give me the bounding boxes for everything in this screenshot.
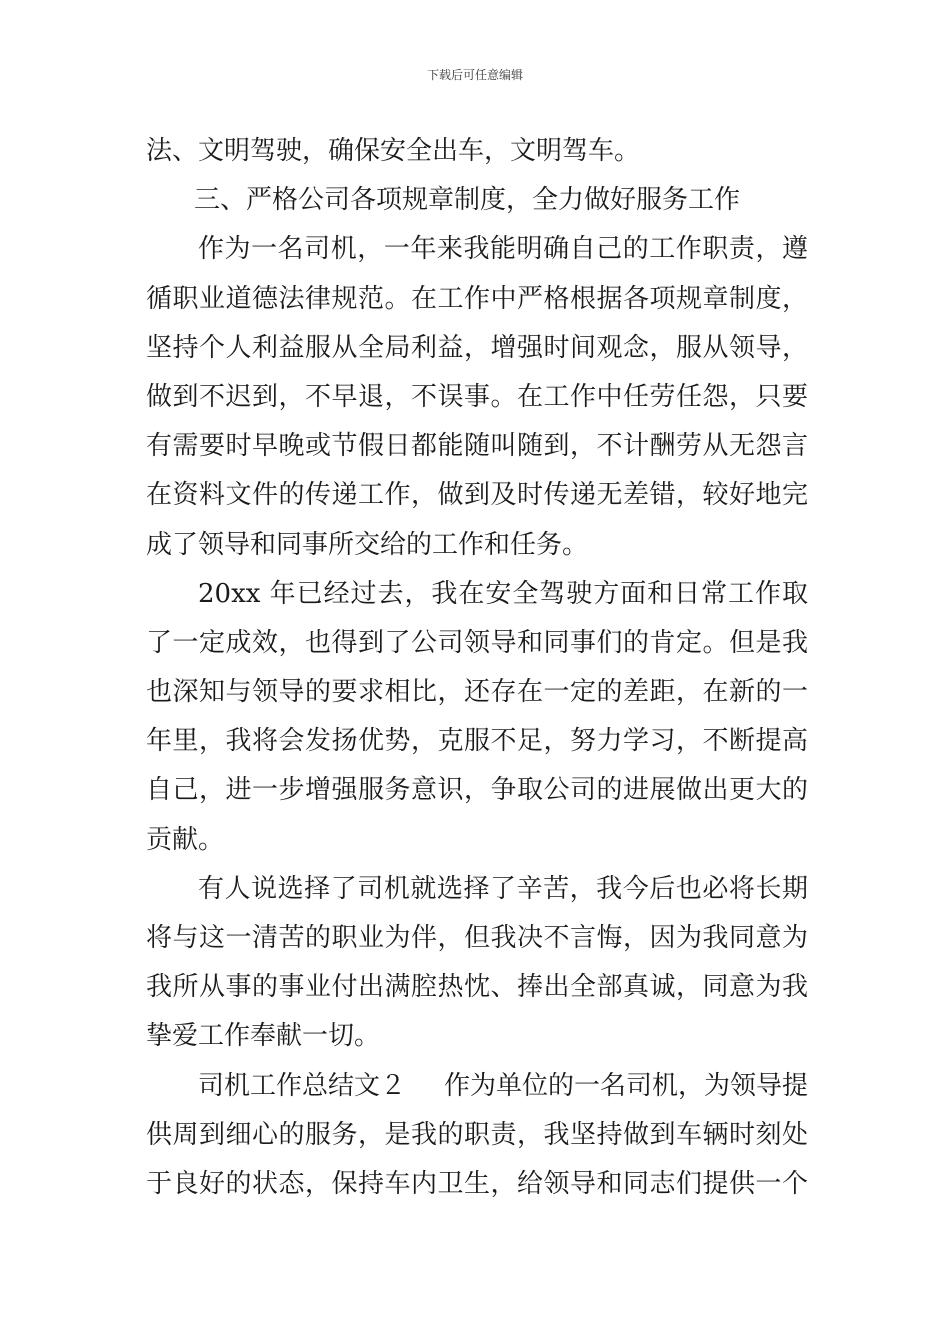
text-line: 也深知与领导的要求相比，还存在一定的差距，在新的一 [146,677,808,708]
text-line: 贡献。 [146,824,225,855]
text-line: 供周到细心的服务，是我的职责，我坚持做到车辆时刻处 [146,1119,808,1150]
text-line: 坚持个人利益服从全局利益，增强时间观念，服从领导， [146,332,808,363]
text-line: 年里，我将会发扬优势，克服不足，努力学习，不断提高 [146,726,808,757]
text-line: 了一定成效，也得到了公司领导和同事们的肯定。但是我 [146,627,808,658]
text-line: 20xx 年已经过去，我在安全驾驶方面和日常工作取 [198,578,808,609]
text-line: 在资料文件的传递工作，做到及时传递无差错，较好地完 [146,480,808,511]
page-header: 下载后可任意编辑 [426,68,523,82]
text-line: 将与这一清苦的职业为伴，但我决不言悔，因为我同意为 [146,923,808,953]
text-line: 挚爱工作奉献一切。 [146,1021,381,1052]
text-line: 自己，进一步增强服务意识，争取公司的进展做出更大的 [146,775,808,806]
text-fragment: 作为单位的一名司机，为领导提 [444,1070,809,1101]
text-line: 作为一名司机，一年来我能明确自己的工作职责，遵 [198,234,808,265]
text-line: 法、文明驾驶，确保安全出车，文明驾车。 [146,136,641,166]
text-line: 有需要时早晚或节假日都能随叫随到，不计酬劳从无怨言 [146,431,808,462]
text-line: 于良好的状态，保持车内卫生，给领导和同志们提供一个 [146,1168,808,1199]
article-title: 司机工作总结文２ [198,1070,407,1101]
text-line: 做到不迟到，不早退，不误事。在工作中任劳任怨，只要 [146,381,808,412]
text-line: 有人说选择了司机就选择了辛苦，我今后也必将长期 [198,873,808,904]
section-heading: 三、严格公司各项规章制度，全力做好服务工作 [194,185,741,216]
text-line [146,1062,808,1111]
text-line: 成了领导和同事所交给的工作和任务。 [146,529,589,560]
text-line: 我所从事的事业付出满腔热忱、捧出全部真诚，同意为我 [146,972,808,1003]
text-line: 循职业道德法律规范。在工作中严格根据各项规章制度， [146,283,808,314]
document-body [146,127,808,1209]
